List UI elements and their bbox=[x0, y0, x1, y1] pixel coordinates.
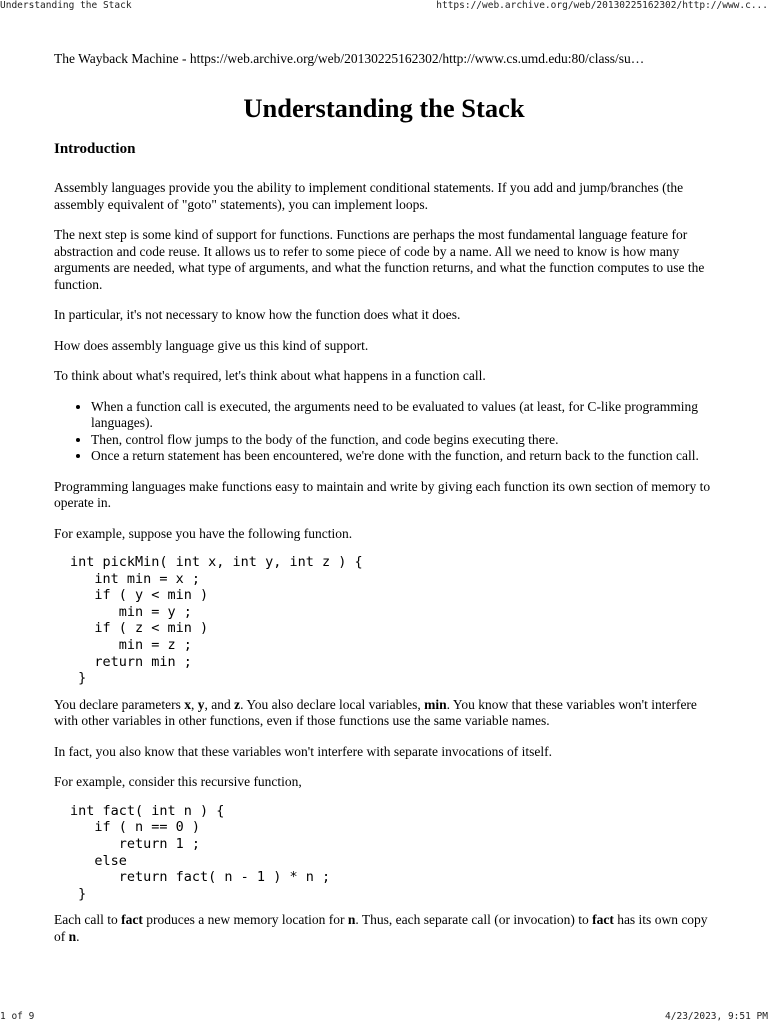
code-line: if ( n == 0 ) bbox=[70, 819, 201, 836]
paragraph-10: For example, consider this recursive function, bbox=[54, 774, 302, 790]
paragraph-8 bbox=[54, 697, 714, 730]
paragraph-5: To think about what's required, let's think about what happens in a function call. bbox=[54, 368, 486, 383]
print-header-title: Understanding the Stack bbox=[0, 0, 132, 11]
code-line: int fact( int n ) { bbox=[70, 802, 225, 819]
print-footer bbox=[0, 1011, 768, 1022]
paragraph-7: For example, suppose you have the following function. bbox=[54, 525, 353, 541]
text-span: , and bbox=[204, 696, 235, 712]
list-item: • Once a return statement has been encountered, we're done with the function, and return back to the function call. bbox=[91, 448, 714, 465]
list-item: • Then, control flow jumps to the body of the function, and code begins executing there. bbox=[91, 432, 714, 449]
code-line: min = y ; bbox=[70, 603, 192, 620]
code-line: min = z ; bbox=[70, 636, 192, 653]
bold-term: x bbox=[184, 696, 191, 712]
text-span: . bbox=[76, 928, 80, 944]
paragraph-2: The next step is some kind of support for functions. Functions are perhaps the most fundamental language feature for abstraction and code reuse. It allows us to refer to some piece of code by a name. All we need to know is how many arguments are needed, what type of arguments, and what the function returns, and what the function computes to use the function. bbox=[54, 227, 705, 292]
bold-term: fact bbox=[592, 912, 614, 928]
code-line: if ( y < min ) bbox=[70, 587, 209, 604]
bold-term: n bbox=[68, 928, 77, 944]
paragraph-4: How does assembly language give us this kind of support. bbox=[54, 337, 369, 353]
text-span: has its own copy of bbox=[54, 912, 708, 944]
page-count: 1 of 9 bbox=[0, 1011, 35, 1022]
print-header-url: https://web.archive.org/web/20130225162302/http://www.c... bbox=[436, 0, 768, 11]
text-span: . You also declare local variables, bbox=[240, 696, 425, 712]
list-item: • When a function call is executed, the arguments need to be evaluated to values (at least, for C-like programming languages). bbox=[91, 399, 714, 432]
code-line: return 1 ; bbox=[70, 835, 201, 852]
print-datetime: 4/23/2023, 9:51 PM bbox=[665, 1011, 768, 1022]
code-block-fact bbox=[70, 803, 714, 903]
code-line: int pickMin( int x, int y, int z ) { bbox=[70, 554, 363, 570]
paragraph-9: In fact, you also know that these variables won't interfere with separate invocations of itself. bbox=[54, 743, 553, 759]
text-span: You declare parameters bbox=[54, 696, 185, 712]
paragraph-1: Assembly languages provide you the ability to implement conditional statements. If you add and jump/branches (the assembly equivalent of "goto" statements), you can implement loops. bbox=[54, 180, 684, 212]
code-line: } bbox=[70, 670, 87, 687]
wayback-banner: The Wayback Machine - https://web.archive.org/web/20130225162302/http://www.cs.umd.edu:80/class/su… bbox=[54, 51, 645, 66]
code-block-pickmin bbox=[70, 554, 714, 687]
page-title: Understanding the Stack bbox=[243, 93, 525, 123]
bold-term: y bbox=[197, 696, 205, 712]
bold-term: n bbox=[347, 912, 356, 928]
code-line: return fact( n - 1 ) * n ; bbox=[70, 869, 331, 886]
paragraph-6: Programming languages make functions easy to maintain and write by giving each function its own section of memory to operate in. bbox=[54, 478, 711, 510]
bold-term: min bbox=[424, 696, 447, 712]
bold-term: z bbox=[234, 696, 241, 712]
text-span: produces a new memory location for bbox=[142, 912, 348, 928]
bold-term: fact bbox=[121, 912, 143, 928]
code-line: if ( z < min ) bbox=[70, 620, 209, 637]
text-span: . Thus, each separate call (or invocation) to bbox=[355, 912, 593, 928]
print-header bbox=[0, 0, 768, 11]
code-line: else bbox=[70, 852, 127, 869]
document-page bbox=[54, 50, 714, 945]
text-span: , bbox=[190, 696, 198, 712]
code-line: return min ; bbox=[70, 653, 192, 670]
text-span: Each call to bbox=[54, 912, 122, 928]
text-span: . You know that these variables won't interfere with other variables in other functions, even if those functions use the same variable names. bbox=[54, 696, 697, 729]
function-call-steps-list bbox=[54, 399, 714, 465]
section-heading-introduction: Introduction bbox=[54, 141, 136, 157]
paragraph-11 bbox=[54, 912, 714, 945]
code-line: } bbox=[70, 885, 87, 902]
paragraph-3: In particular, it's not necessary to know how the function does what it does. bbox=[54, 307, 461, 322]
code-line: int min = x ; bbox=[70, 570, 201, 587]
